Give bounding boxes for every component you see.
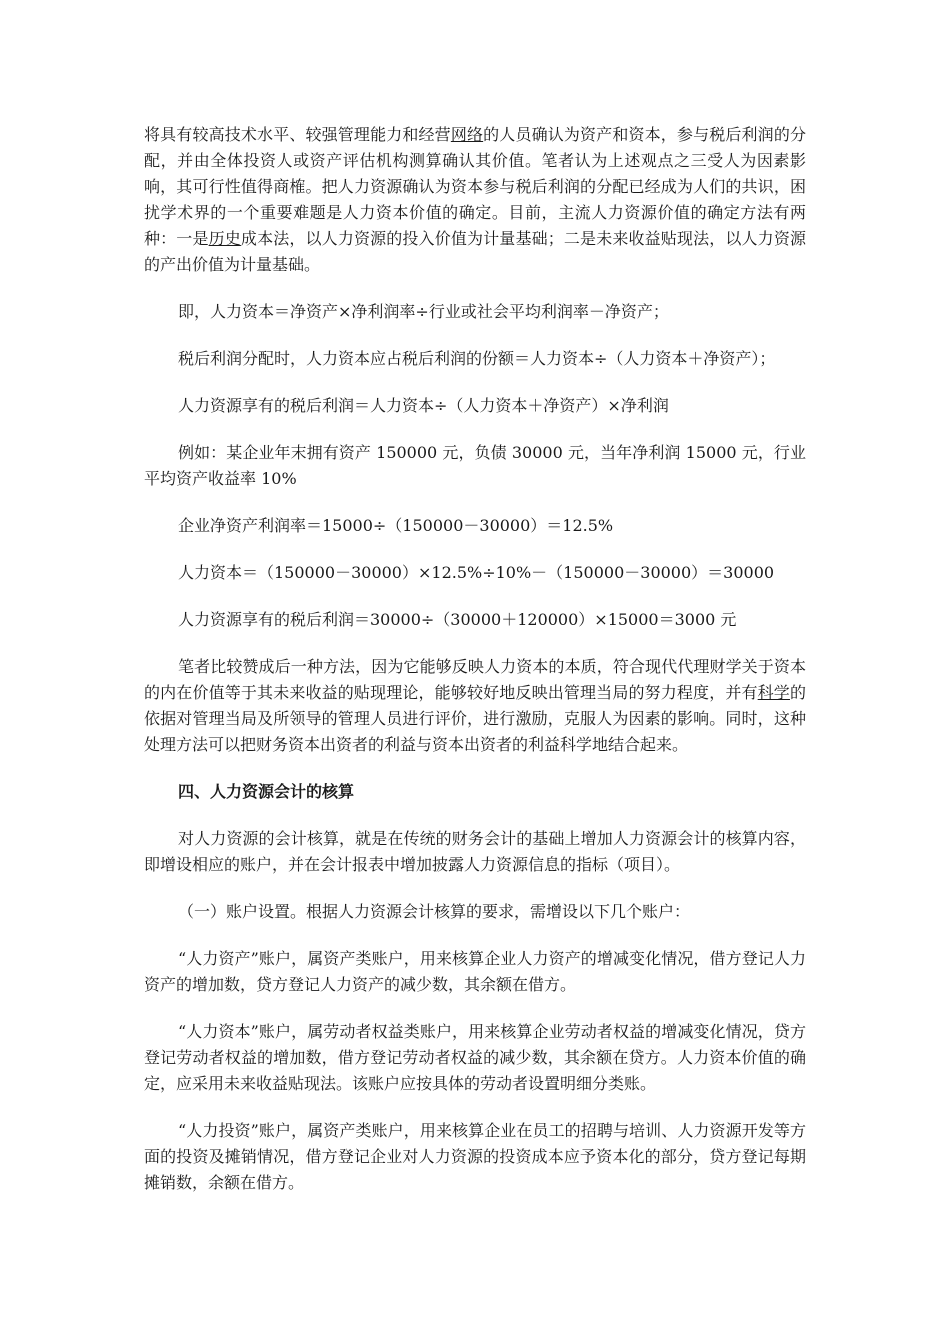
formula-profit-share: 税后利润分配时，人力资本应占税后利润的份额＝人力资本÷（人力资本＋净资产）； [178,349,776,368]
paragraph-accounting: 对人力资源的会计核算，就是在传统的财务会计的基础上增加人力资源会计的核算内容，即增设相应的账户，并在会计报表中增加披露人力资源信息的指标（项目）。 [144,829,806,874]
section-heading: 四、人力资源会计的核算 [178,782,355,801]
text-span: 的依据对管理当局及所领导的管理人员进行评价，进行激励，克服人为因素的影响。同时，这种处理方法可以把财务资本出资者的利益与资本出资者的利益科学地结合起来。 [144,683,806,754]
formula-human-capital: 即，人力资本＝净资产×净利润率÷行业或社会平均利润率－净资产； [178,302,669,321]
link-history[interactable]: 历史 [208,229,241,248]
text-span: 成本法，以人力资源的投入价值为计量基础；二是未来收益贴现法，以人力资源的产出价值为计量基础。 [144,229,806,274]
paragraph-account-setup: （一）账户设置。根据人力资源会计核算的要求，需增设以下几个账户： [178,902,691,921]
example-paragraph: 例如：某企业年末拥有资产 150000 元，负债 30000 元，当年净利润 15000 元，行业平均资产收益率 10% [144,443,806,488]
formula-profit-enjoyed: 人力资源享有的税后利润＝人力资本÷（人力资本＋净资产）×净利润 [178,396,669,415]
calc-human-capital: 人力资本＝（150000－30000）×12.5%÷10%－（150000－30000）＝30000 [178,563,775,582]
paragraph-human-capital-account: “人力资本”账户，属劳动者权益类账户，用来核算企业劳动者权益的增减变化情况，贷方登记劳动者权益的增加数，借方登记劳动者权益的减少数，其余额在贷方。人力资本价值的确定，应采用未来收益贴现法。该账户应按具体的劳动者设置明细分类账。 [144,1022,806,1093]
document-body [144,122,806,1217]
calc-net-asset-rate: 企业净资产利润率＝15000÷（150000－30000）＝12.5% [178,516,614,535]
text-span: 的人员确认为资产和资本，参与税后利润的分配，并由全体投资人或资产评估机构测算确认其价值。笔者认为上述观点之三受人为因素影响，其可行性值得商榷。把人力资源确认为资本参与税后利润的分配已经成为人们的共识，困扰学术界的一个重要难题是人力资本价值的确定。目前，主流人力资源价值的确定方法有两种：一是 [144,125,806,248]
text-span: 笔者比较赞成后一种方法，因为它能够反映人力资本的本质，符合现代代理财学关于资本的内在价值等于其未来收益的贴现理论，能够较好地反映出管理当局的努力程度，并有 [144,657,806,702]
text-span: 将具有较高技术水平、较强管理能力和经营 [144,125,451,144]
link-network[interactable]: 网络 [450,125,484,144]
paragraph-human-assets: “人力资产”账户，属资产类账户，用来核算企业人力资产的增减变化情况，借方登记人力资产的增加数，贷方登记人力资产的减少数，其余额在借方。 [144,949,806,994]
paragraph-1 [144,122,806,278]
link-science[interactable]: 科学 [757,683,790,702]
calc-profit-enjoyed: 人力资源享有的税后利润＝30000÷（30000＋120000）×15000＝3000 元 [178,610,737,629]
paragraph-human-investment: “人力投资”账户，属资产类账户，用来核算企业在员工的招聘与培训、人力资源开发等方面的投资及摊销情况，借方登记企业对人力资源的投资成本应予资本化的部分，贷方登记每期摊销数，余额在借方。 [144,1121,806,1192]
paragraph-opinion [144,654,806,758]
